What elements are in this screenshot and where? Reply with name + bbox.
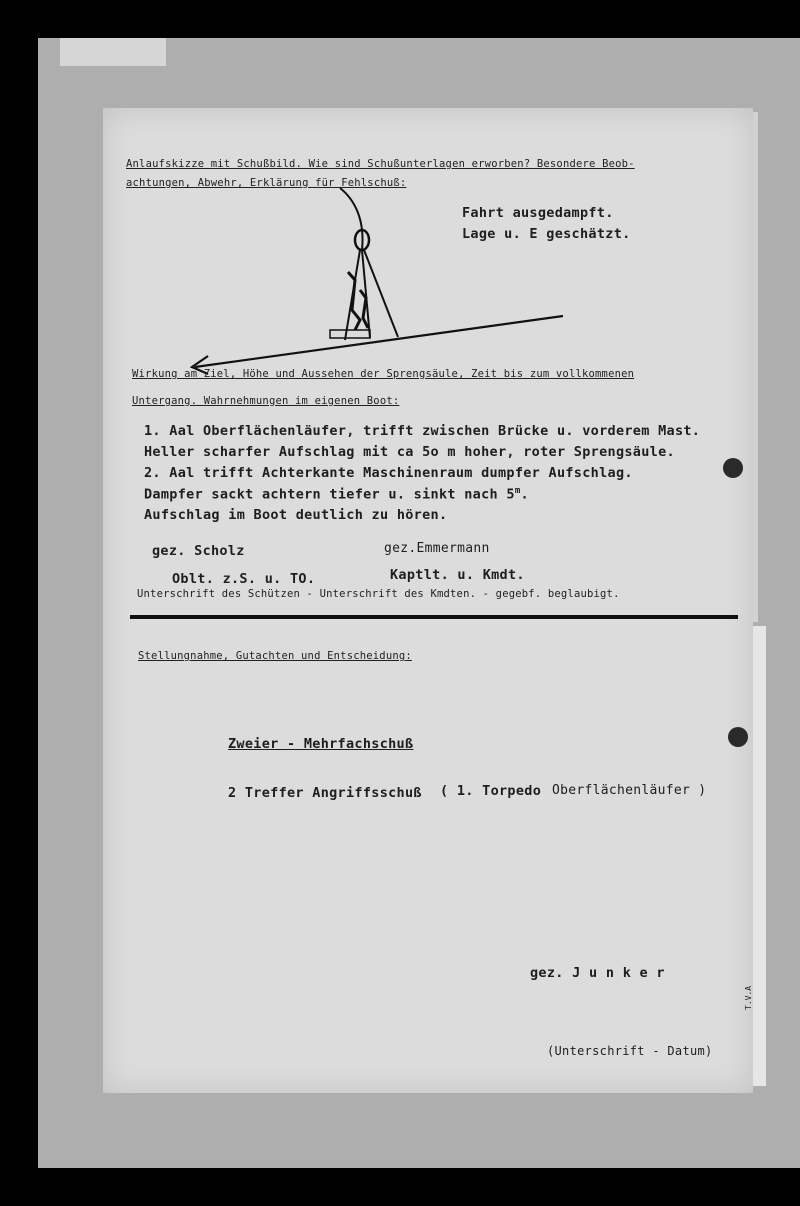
margin-archive-mark: T.V.A bbox=[744, 985, 753, 1010]
report-line-4 bbox=[144, 486, 529, 503]
approach-curve bbox=[340, 188, 363, 250]
report-line-4-end: . bbox=[520, 486, 529, 503]
report-line-3: 2. Aal trifft Achterkante Maschinenraum dumpfer Aufschlag. bbox=[144, 465, 633, 481]
form-label-sketch-line2: achtungen, Abwehr, Erklärung für Fehlschuß: bbox=[126, 177, 407, 189]
signature-commander-rank: Kaptlt. u. Kmdt. bbox=[390, 567, 525, 583]
form-label-decision: Stellungnahme, Gutachten und Entscheidung: bbox=[138, 650, 412, 662]
form-label-effect-line1: Wirkung am Ziel, Höhe und Aussehen der Sprengsäule, Zeit bis zum vollkommenen bbox=[132, 368, 635, 380]
section-divider bbox=[130, 615, 738, 619]
form-label-effect-line2: Untergang. Wahrnehmungen im eigenen Boot: bbox=[132, 395, 400, 407]
decision-result-surface-runner: Oberflächenläufer ) bbox=[552, 783, 707, 798]
report-line-1: 1. Aal Oberflächenläufer, trifft zwischen Brücke u. vorderem Mast. bbox=[144, 423, 701, 439]
signature-shooter-name: gez. Scholz bbox=[152, 543, 245, 559]
sketch-note-position: Lage u. E geschätzt. bbox=[462, 226, 631, 242]
decision-result-torpedo: ( 1. Torpedo bbox=[440, 783, 542, 799]
decision-title: Zweier - Mehrfachschuß bbox=[228, 736, 414, 752]
decision-signature-caption: (Unterschrift - Datum) bbox=[547, 1044, 713, 1058]
back-page-tab bbox=[60, 38, 166, 66]
punch-hole-upper bbox=[723, 458, 743, 478]
report-line-2: Heller scharfer Aufschlag mit ca 5o m hoher, roter Sprengsäule. bbox=[144, 444, 675, 460]
report-line-4-sup: m bbox=[514, 486, 521, 496]
signature-commander-name: gez.Emmermann bbox=[384, 541, 490, 556]
report-line-5: Aufschlag im Boot deutlich zu hören. bbox=[144, 507, 448, 523]
report-line-4-text: Dampfer sackt achtern tiefer u. sinkt nach 5 bbox=[144, 486, 515, 503]
ship-mast-fore bbox=[348, 272, 360, 330]
sketch-note-speed: Fahrt ausgedampft. bbox=[462, 205, 614, 221]
signature-shooter-rank: Oblt. z.S. u. TO. bbox=[172, 571, 316, 587]
signature-caption: Unterschrift des Schützen - Unterschrift des Kmdten. - gegebf. beglaubigt. bbox=[137, 588, 620, 600]
form-label-sketch-line1: Anlaufskizze mit Schußbild. Wie sind Schußunterlagen erworben? Besondere Beob- bbox=[126, 158, 635, 170]
torpedo-track-line bbox=[195, 316, 563, 367]
punch-hole-lower bbox=[728, 727, 748, 747]
decision-signature: gez. J u n k e r bbox=[530, 965, 665, 981]
ship-hull bbox=[330, 330, 370, 338]
decision-result-hits: 2 Treffer Angriffsschuß bbox=[228, 785, 422, 801]
